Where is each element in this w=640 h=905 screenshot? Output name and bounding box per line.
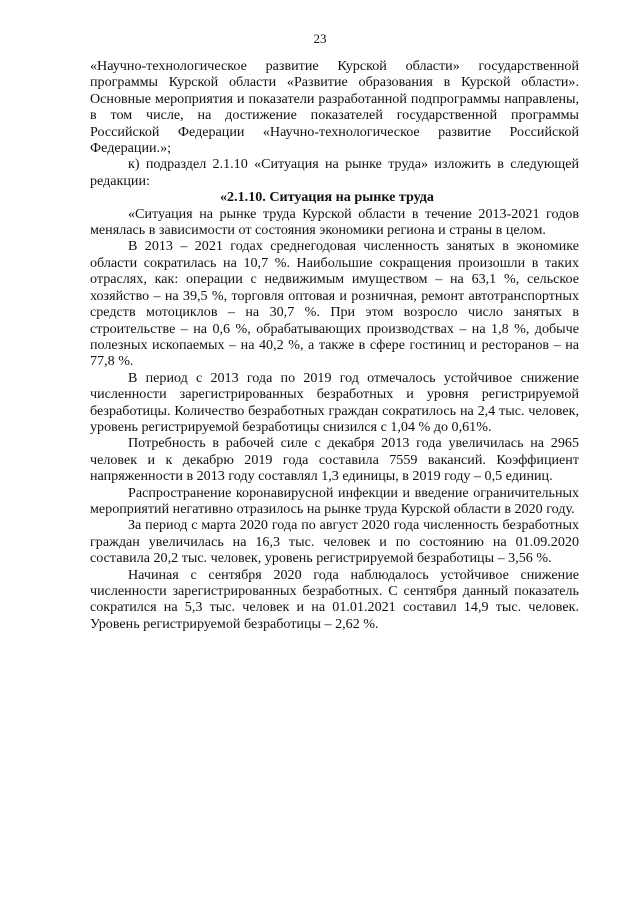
paragraph-unemployment-decline: В период с 2013 года по 2019 год отмечалось устойчивое снижение численности зарегистрированных безработных и уровня регистрируемой безработицы. Количество безработных граждан сократилось на 2,4 тыс. человек, уровень регистрируемой безработицы снизился с 1,04 % до 0,61%.: [90, 369, 579, 435]
document-body: [90, 58, 579, 632]
section-heading: «2.1.10. Ситуация на рынке труда: [220, 189, 434, 206]
paragraph-labor-demand: Потребность в рабочей силе с декабря 2013 года увеличилась на 2965 человек и к декабрю 2019 года составила 7559 вакансий. Коэффициент напряженности в 2013 году составлял 1,3 единицы, в 2019 году – 0,5 единиц.: [90, 435, 579, 485]
paragraph-covid-impact: Распространение коронавирусной инфекции и введение ограничительных мероприятий негативно отразилось на рынке труда Курской области в 2020 году.: [90, 484, 579, 517]
paragraph-employment-change: В 2013 – 2021 годах среднегодовая численность занятых в экономике области сократилась на 10,7 %. Наибольшие сокращения произошли в таких отраслях, как: операции с недвижимым имуществом – на 63,1 %, сельское хозяйство – на 39,5 %, торговля оптовая и розничная, ремонт автотранспортных средств мотоциклов – на 30,7 %. При этом возросло число занятых в строительстве – на 0,6 %, обрабатывающих производствах – на 1,8 %, добыче полезных ископаемых – на 40,2 %, а также в сфере гостиниц и ресторанов – на 77,8 %.: [90, 238, 579, 370]
paragraph-amendment-k: к) подраздел 2.1.10 «Ситуация на рынке труда» изложить в следующей редакции:: [90, 156, 579, 189]
paragraph-2020-unemployment: За период с марта 2020 года по август 2020 года численность безработных граждан увеличилась на 16,3 тыс. человек и по состоянию на 01.09.2020 составила 20,2 тыс. человек, уровень регистрируемой безработицы – 3,56 %.: [90, 517, 579, 567]
paragraph-labor-market-intro: «Ситуация на рынке труда Курской области в течение 2013-2021 годов менялась в зависимости от состояния экономики региона и страны в целом.: [90, 205, 579, 239]
page-number: 23: [313, 31, 327, 46]
paragraph-program-continuation: «Научно-технологическое развитие Курской области» государственной программы Курской области «Развитие образования в Курской области». Основные мероприятия и показатели разработанной подпрограммы направлены, в том числе, на достижение показателей государственной программы Российской Федерации «Научно-технологическое развитие Российской Федерации.»;: [90, 58, 579, 157]
paragraph-recovery: Начиная с сентября 2020 года наблюдалось устойчивое снижение численности зарегистрированных безработных. С сентября данный показатель сократился на 5,3 тыс. человек и на 01.01.2021 составил 14,9 тыс. человек. Уровень регистрируемой безработицы – 2,62 %.: [90, 566, 579, 632]
